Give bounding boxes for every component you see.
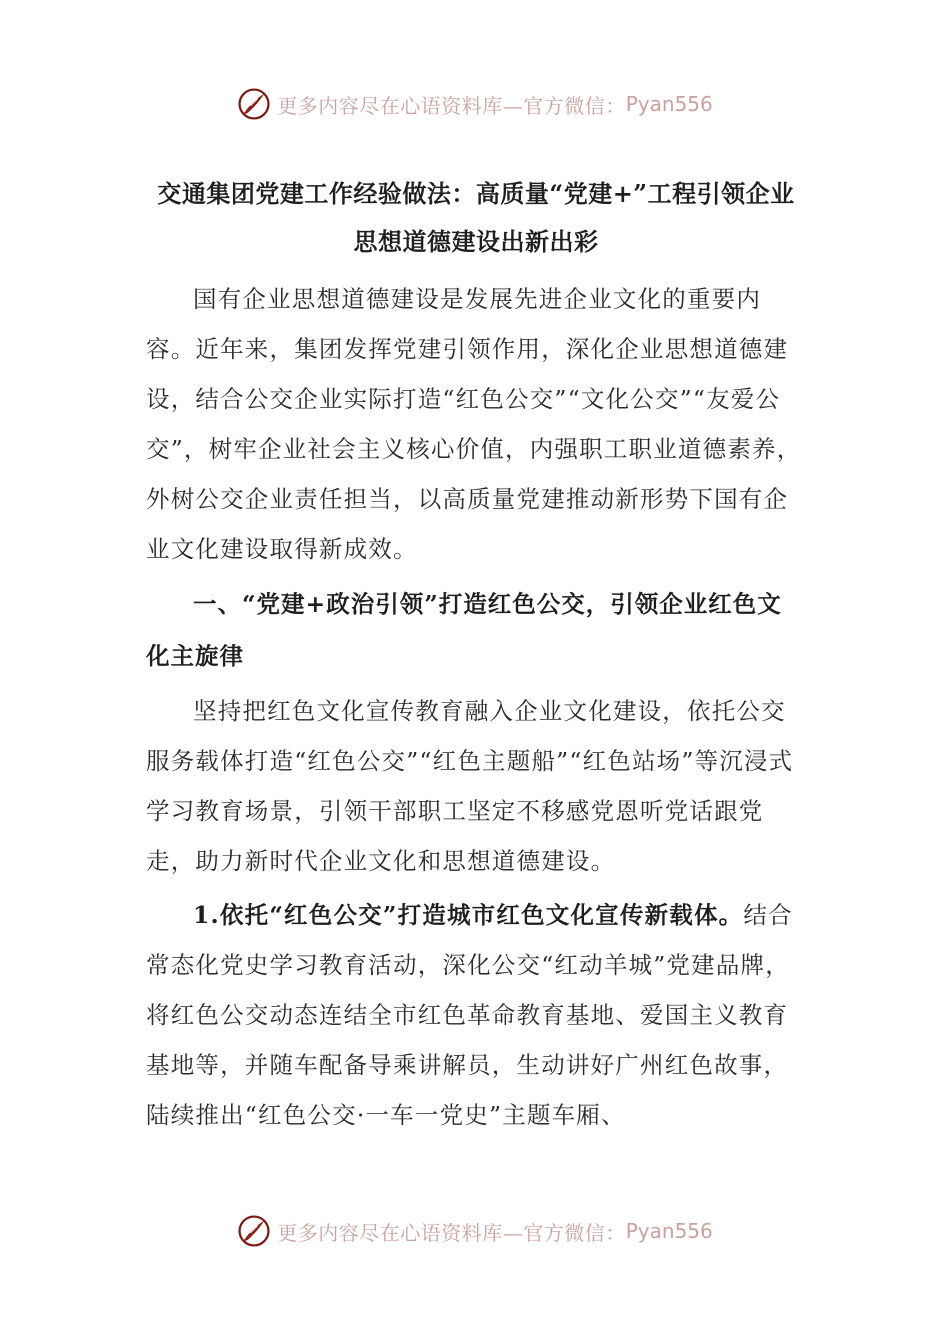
banner-wechat-id: Pyan556: [625, 92, 713, 116]
section-1-paragraph: 坚持把红色文化宣传教育融入企业文化建设，依托公交服务载体打造“红色公交”“红色主题船”“红色站场”等沉浸式学习教育场景，引领干部职工坚定不移感党恩听党话跟党走，助力新时代企业文化和思想道德建设。: [146, 697, 794, 875]
banner-wechat-id: Pyan556: [625, 1219, 713, 1243]
banner-text: 更多内容尽在心语资料库—官方微信：: [277, 93, 626, 118]
document-title: 交通集团党建工作经验做法：高质量“党建+”工程引领企业思想道德建设出新出彩: [157, 179, 795, 256]
quill-pen-logo-icon: [237, 87, 271, 121]
footer-watermark-banner: [0, 1211, 950, 1251]
quill-pen-logo-icon: [237, 1214, 271, 1248]
item-1-body: 结合常态化党史学习教育活动，深化公交“红动羊城”党建品牌，将红色公交动态连结全市红色革命教育基地、爱国主义教育基地等，并随车配备导乘讲解员，生动讲好广州红色故事，陆续推出“红色公交·一车一党史”主题车厢、: [146, 901, 793, 1129]
header-watermark-banner: [0, 84, 950, 124]
banner-text: 更多内容尽在心语资料库—官方微信：: [277, 1220, 626, 1245]
document-body: [146, 170, 806, 1140]
item-1-lead: 1.依托“红色公交”打造城市红色文化宣传新载体。: [193, 901, 744, 929]
section-1-heading: 一、“党建+政治引领”打造红色公交，引领企业红色文化主旋律: [146, 590, 782, 670]
intro-paragraph: 国有企业思想道德建设是发展先进企业文化的重要内容。近年来，集团发挥党建引领作用，深化企业思想道德建设，结合公交企业实际打造“红色公交”“文化公交”“友爱公交”，树牢企业社会主义核心价值，内强职工职业道德素养，外树公交企业责任担当，以高质量党建推动新形势下国有企业文化建设取得新成效。: [146, 285, 802, 563]
item-1-paragraph: [146, 890, 806, 1140]
